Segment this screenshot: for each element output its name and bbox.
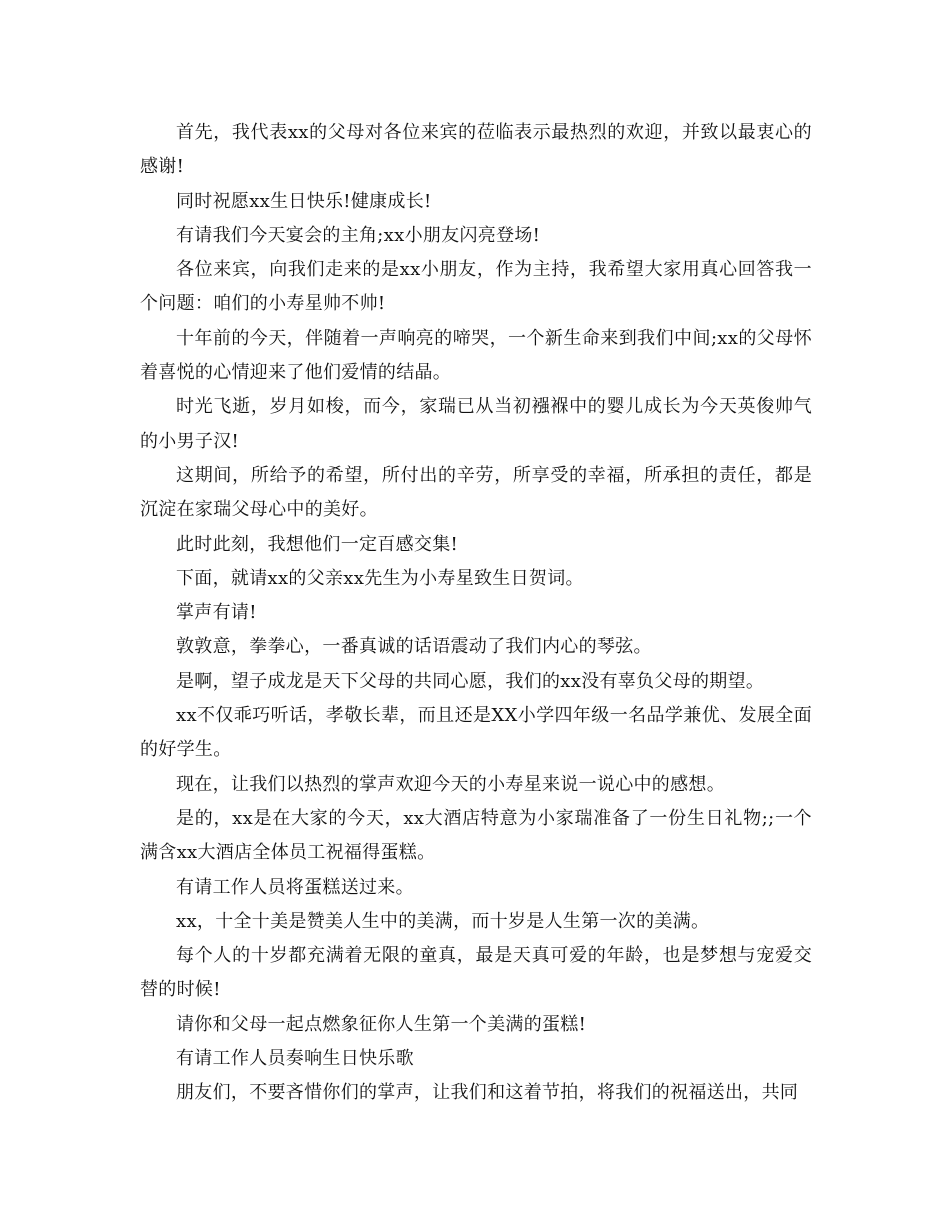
paragraph: xx，十全十美是赞美人生中的美满，而十岁是人生第一次的美满。 xyxy=(176,910,710,932)
paragraph: 同时祝愿xx生日快乐!健康成长! xyxy=(176,190,432,212)
paragraph: 下面，就请xx的父亲xx先生为小寿星致生日贺词。 xyxy=(176,567,584,589)
paragraph: 每个人的十岁都充满着无限的童真，最是天真可爱的年龄，也是梦想与宠爱交替的时候! xyxy=(140,945,812,1001)
paragraph: 十年前的今天，伴随着一声响亮的啼哭，一个新生命来到我们中间;xx的父母怀着喜悦的心情迎来了他们爱情的结晶。 xyxy=(140,327,812,384)
paragraph: 请你和父母一起点燃象征你人生第一个美满的蛋糕! xyxy=(176,1013,587,1035)
paragraph: 现在，让我们以热烈的掌声欢迎今天的小寿星来说一说心中的感想。 xyxy=(176,773,725,795)
paragraph: 首先，我代表xx的父母对各位来宾的莅临表示最热烈的欢迎，并致以最衷心的感谢! xyxy=(140,122,812,178)
paragraph: 此时此刻，我想他们一定百感交集! xyxy=(176,533,459,555)
paragraph: 这期间，所给予的希望，所付出的辛劳，所享受的幸福，所承担的责任，都是沉淀在家瑞父母心中的美好。 xyxy=(140,464,812,521)
paragraph: 敦敦意，拳拳心，一番真诚的话语震动了我们内心的琴弦。 xyxy=(176,636,652,658)
paragraph: 有请工作人员奏响生日快乐歌 xyxy=(176,1048,414,1070)
paragraph: 是的，xx是在大家的今天，xx大酒店特意为小家瑞准备了一份生日礼物;;一个满含xx大酒店全体员工祝福得蛋糕。 xyxy=(140,807,812,864)
paragraph: 有请我们今天宴会的主角;xx小朋友闪亮登场! xyxy=(176,224,541,246)
paragraph: xx不仅乖巧听话，孝敬长辈，而且还是XX小学四年级一名品学兼优、发展全面的好学生。 xyxy=(140,705,812,761)
paragraph: 时光飞逝，岁月如梭，而今，家瑞已从当初襁褓中的婴儿成长为今天英俊帅气的小男子汉! xyxy=(140,396,812,452)
paragraph: 各位来宾，向我们走来的是xx小朋友，作为主持，我希望大家用真心回答我一个问题：咱们的小寿星帅不帅! xyxy=(140,259,812,315)
document-body xyxy=(140,116,812,1111)
paragraph: 掌声有请! xyxy=(176,602,257,624)
paragraph: 朋友们，不要吝惜你们的掌声，让我们和这着节拍，将我们的祝福送出，共同 xyxy=(176,1082,799,1104)
paragraph: 有请工作人员将蛋糕送过来。 xyxy=(176,876,414,898)
paragraph: 是啊，望子成龙是天下父母的共同心愿，我们的xx没有辜负父母的期望。 xyxy=(176,670,765,692)
